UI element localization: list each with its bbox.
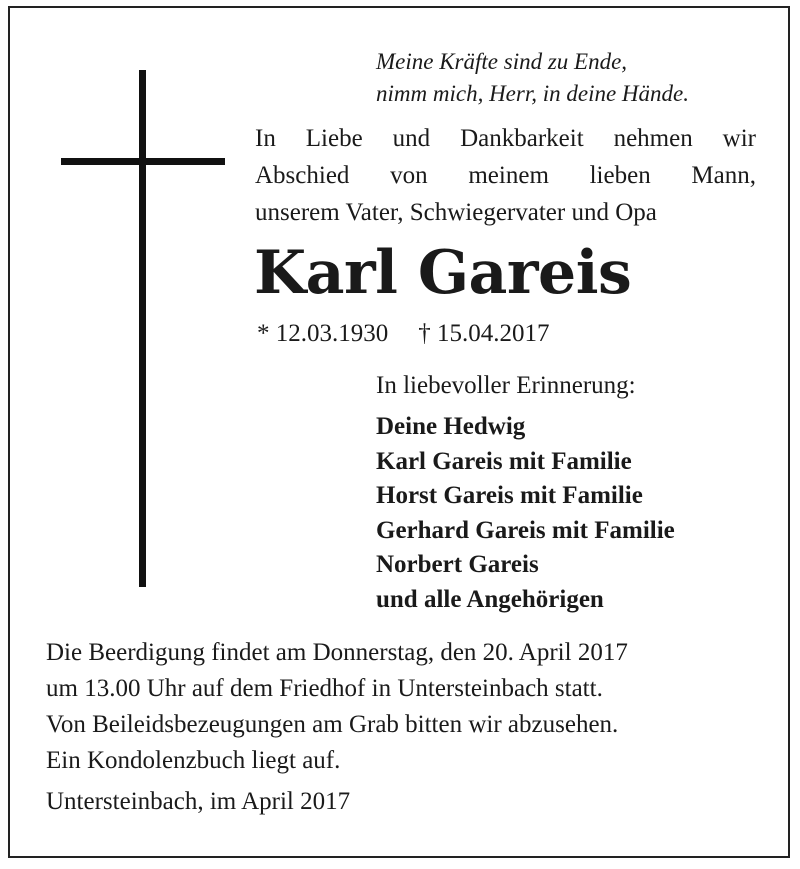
mourner-item: und alle Angehörigen (376, 585, 604, 613)
mourner-item: Gerhard Gareis mit Familie (376, 516, 675, 544)
death-date: † 15.04.2017 (418, 320, 550, 347)
mourner-item: Deine Hedwig (376, 413, 526, 440)
funeral-line-1: Die Beerdigung findet am Donnerstag, den 20. April 2017 (46, 639, 628, 666)
life-dates (257, 318, 550, 350)
mourner-item: Horst Gareis mit Familie (376, 482, 643, 509)
funeral-line-2: um 13.00 Uhr auf dem Friedhof in Untersteinbach statt. (46, 675, 603, 702)
cross-horizontal-bar (61, 158, 225, 165)
birth-date: * 12.03.1930 (257, 320, 389, 347)
place-date: Untersteinbach, im April 2017 (46, 788, 351, 815)
funeral-line-3: Von Beileidsbezeugungen am Grab bitten wir abzusehen. (46, 711, 619, 738)
cross-vertical-bar (139, 70, 146, 587)
intro-line-3: unserem Vater, Schwiegervater und Opa (255, 199, 657, 226)
motto-verse (376, 46, 689, 110)
funeral-notice (46, 635, 754, 779)
motto-line-1: Meine Kräfte sind zu Ende, (376, 49, 628, 74)
motto-line-2: nimm mich, Herr, in deine Hände. (376, 81, 690, 106)
mourner-item: Karl Gareis mit Familie (376, 447, 632, 475)
funeral-line-4: Ein Kondolenzbuch liegt auf. (46, 747, 341, 774)
intro-line-2: Abschied von meinem lieben Mann, (255, 162, 756, 189)
mourners-list (376, 410, 675, 617)
deceased-name: Karl Gareis (254, 238, 632, 308)
memory-label: In liebevoller Erinnerung: (376, 372, 636, 399)
intro-text (255, 120, 756, 231)
intro-line-1: In Liebe und Dankbarkeit nehmen wir (255, 125, 756, 152)
mourner-item: Norbert Gareis (376, 551, 539, 578)
